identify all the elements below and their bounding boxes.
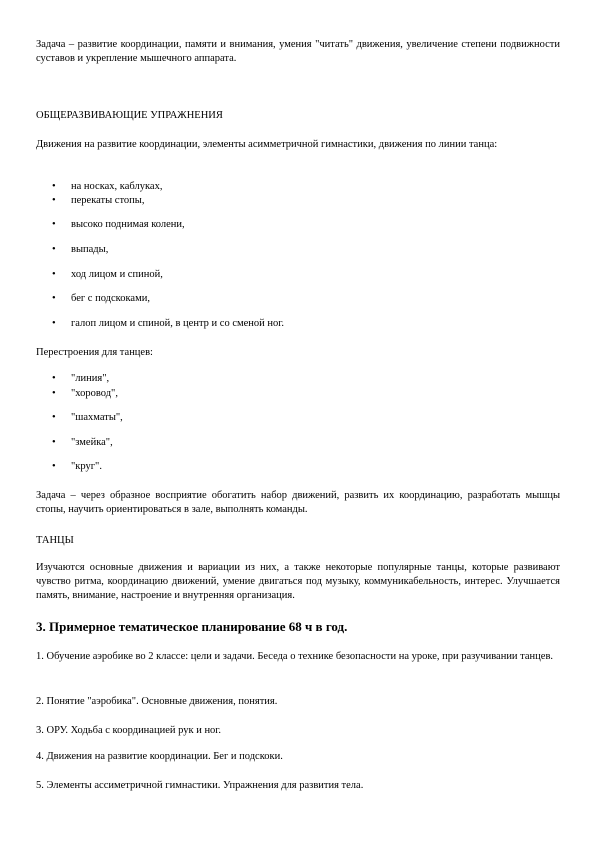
- section-title-dance: ТАНЦЫ: [36, 535, 74, 546]
- bullet-icon: •: [52, 195, 56, 206]
- plan-item: 4. Движения на развитие координации. Бег и подскоки.: [36, 751, 283, 762]
- list-item: на носках, каблуках,: [71, 181, 163, 192]
- bullet-icon: •: [52, 181, 56, 192]
- bullet-icon: •: [52, 244, 56, 255]
- bullet-icon: •: [52, 437, 56, 448]
- list-item: "змейка",: [71, 437, 113, 448]
- task2-paragraph: Задача – через образное восприятие обогатить набор движений, развить их координацию, разработать мышцы стопы, научить ориентироваться в зале, выполнять команды.: [36, 490, 560, 515]
- bullet-icon: •: [52, 219, 56, 230]
- list-item: галоп лицом и спиной, в центр и со сменой ног.: [71, 318, 285, 329]
- plan-heading: 3. Примерное тематическое планирование 68 ч в год.: [36, 619, 348, 634]
- bullet-icon: •: [52, 293, 56, 304]
- list-item: ход лицом и спиной,: [71, 269, 163, 280]
- dance-paragraph: Изучаются основные движения и вариации из них, а также некоторые популярные танцы, которые развивают чувство ритма, координацию движений, умение двигаться под музыку, коммуникабельность, интерес. Улучшается память, внимание, настроение и внутренняя организация.: [36, 562, 560, 601]
- bullet-icon: •: [52, 412, 56, 423]
- section-title-ord: ОБЩЕРАЗВИВАЮЩИЕ УПРАЖНЕНИЯ: [36, 110, 223, 121]
- list-item: "линия",: [71, 373, 110, 384]
- ord-paragraph: Движения на развитие координации, элементы асимметричной гимнастики, движения по линии танца:: [36, 139, 498, 150]
- plan-item: 5. Элементы ассиметричной гимнастики. Упражнения для развития тела.: [36, 780, 364, 791]
- bullet-icon: •: [52, 388, 56, 399]
- list-item: "хоровод",: [71, 388, 118, 399]
- bullet-icon: •: [52, 373, 56, 384]
- list-item: "шахматы",: [71, 412, 123, 423]
- bullet-icon: •: [52, 461, 56, 472]
- intro-paragraph: Задача – развитие координации, памяти и внимания, умения "читать" движения, увеличение степени подвижности суставов и укрепление мышечного аппарата.: [36, 39, 560, 64]
- bullet-icon: •: [52, 318, 56, 329]
- plan-item: 3. ОРУ. Ходьба с координацией рук и ног.: [36, 725, 222, 736]
- rebuild-title: Перестроения для танцев:: [36, 347, 153, 358]
- plan-item: 2. Понятие "аэробика". Основные движения, понятия.: [36, 696, 278, 707]
- list-item: перекаты стопы,: [71, 195, 145, 206]
- plan-item: 1. Обучение аэробике во 2 классе: цели и задачи. Беседа о технике безопасности на уроке, при разучивании танцев.: [36, 651, 554, 662]
- list-item: бег с подскоками,: [71, 293, 150, 304]
- list-item: "круг".: [71, 461, 102, 472]
- list-item: высоко поднимая колени,: [71, 219, 185, 230]
- list-item: выпады,: [71, 244, 109, 255]
- bullet-icon: •: [52, 269, 56, 280]
